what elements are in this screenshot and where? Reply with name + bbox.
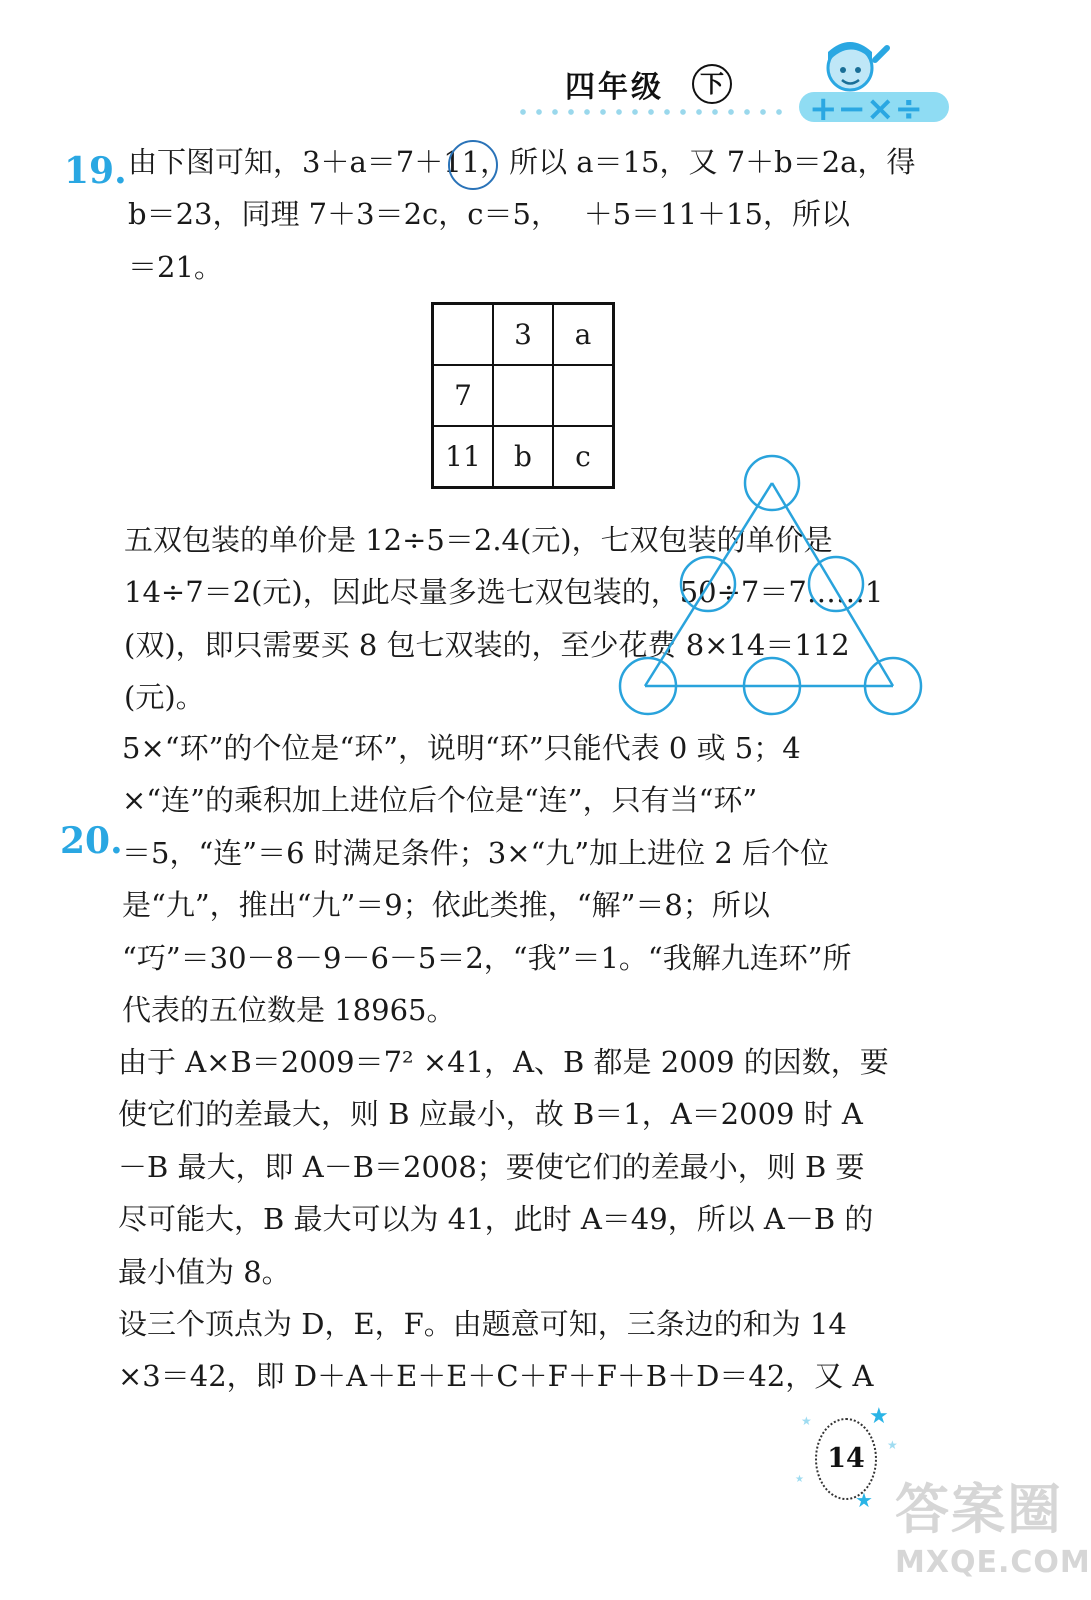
star-icon: ★ — [887, 1438, 898, 1452]
q20-line: ×“连”的乘积加上进位后个位是“连”，只有当“环” — [122, 783, 758, 818]
block4-line: 尽可能大，B 最大可以为 41，此时 A＝49，所以 A－B 的 — [118, 1202, 874, 1237]
block4-line: 使它们的差最大，则 B 应最小，故 B＝1，A＝2009 时 A — [118, 1097, 863, 1132]
block2-line: (元)。 — [124, 680, 205, 715]
grid-cell: 11 — [433, 426, 494, 488]
q20-line: ＝5，“连”＝6 时满足条件；3×“九”加上进位 2 后个位 — [122, 835, 830, 870]
block2-line: 14÷7＝2(元)，因此尽量多选七双包装的，50÷7＝7……1 — [124, 575, 884, 610]
grid-cell — [433, 304, 494, 366]
grid-cell — [553, 365, 614, 426]
block4-line: －B 最大，即 A－B＝2008；要使它们的差最小，则 B 要 — [118, 1149, 865, 1184]
block5-line: 设三个顶点为 D，E，F。由题意可知，三条边的和为 14 — [118, 1307, 847, 1341]
grid-cell: c — [553, 426, 614, 488]
header-volume-badge: 下 — [692, 64, 732, 104]
triangle-edge-left — [645, 483, 772, 686]
q20-line: “巧”＝30－8－9－6－5＝2，“我”＝1。“我解九连环”所 — [122, 940, 852, 975]
q19-line: b＝23，同理 7＋3＝2c，c＝5， ＋5＝11＋15，所以 — [128, 197, 850, 232]
triangle-circle-diagram — [610, 448, 930, 723]
grid-cell: a — [553, 304, 614, 366]
mascot-math-symbols-icon — [795, 30, 955, 130]
block5-line: ×3＝42，即 D＋A＋E＋E＋C＋F＋F＋B＋D＝42，又 A — [118, 1359, 874, 1394]
question-number-19: 19. — [64, 150, 127, 192]
grid-cell: b — [493, 426, 553, 488]
question-number-20: 20. — [60, 820, 123, 862]
block2-line: (双)，即只需要买 8 包七双装的，至少花费 8×14＝112 — [124, 627, 850, 662]
block4-text — [118, 1036, 889, 1298]
diagram-circle-mid-right — [809, 557, 863, 611]
header-grade: 四年级 — [565, 70, 664, 105]
watermark-en: MXQE.COM — [895, 1545, 1091, 1580]
watermark-cn: 答案圈 — [895, 1478, 1063, 1541]
number-grid — [431, 302, 615, 489]
star-icon: ★ — [855, 1488, 873, 1512]
block2-line: 五双包装的单价是 12÷5＝2.4(元)，七双包装的单价是 — [124, 523, 833, 557]
q20-line: 代表的五位数是 18965。 — [122, 993, 456, 1028]
svg-text:+−×÷: +−×÷ — [809, 89, 923, 129]
circle-mark-icon — [446, 138, 504, 196]
q19-line: ＝21。 — [128, 249, 223, 284]
q20-line: 是“九”，推出“九”＝9；依此类推，“解”＝8；所以 — [122, 888, 770, 923]
q20-line: 5×“环”的个位是“环”，说明“环”只能代表 0 或 5；4 — [122, 731, 801, 765]
block4-line: 由于 A×B＝2009＝7² ×41，A、B 都是 2009 的因数，要 — [118, 1045, 889, 1079]
block5-text — [118, 1298, 873, 1403]
grid-cell: 7 — [433, 365, 494, 426]
grid-cell — [493, 365, 553, 426]
star-icon: ★ — [801, 1414, 812, 1428]
star-icon: ★ — [869, 1404, 889, 1429]
grid-cell: 3 — [493, 304, 553, 366]
header-dots — [515, 108, 785, 116]
q20-text — [122, 722, 852, 1036]
q19-line: 由下图可知，3＋a＝7＋11，所以 a＝15，又 7＋b＝2a，得 — [128, 145, 916, 179]
star-icon: ★ — [795, 1474, 804, 1485]
page-number-badge — [795, 1404, 905, 1512]
triangle-edge-right — [772, 483, 893, 686]
q19-text — [128, 136, 915, 293]
page-number: 14 — [815, 1418, 877, 1500]
watermark-logo — [895, 1475, 1091, 1593]
block4-line: 最小值为 8。 — [118, 1254, 291, 1289]
